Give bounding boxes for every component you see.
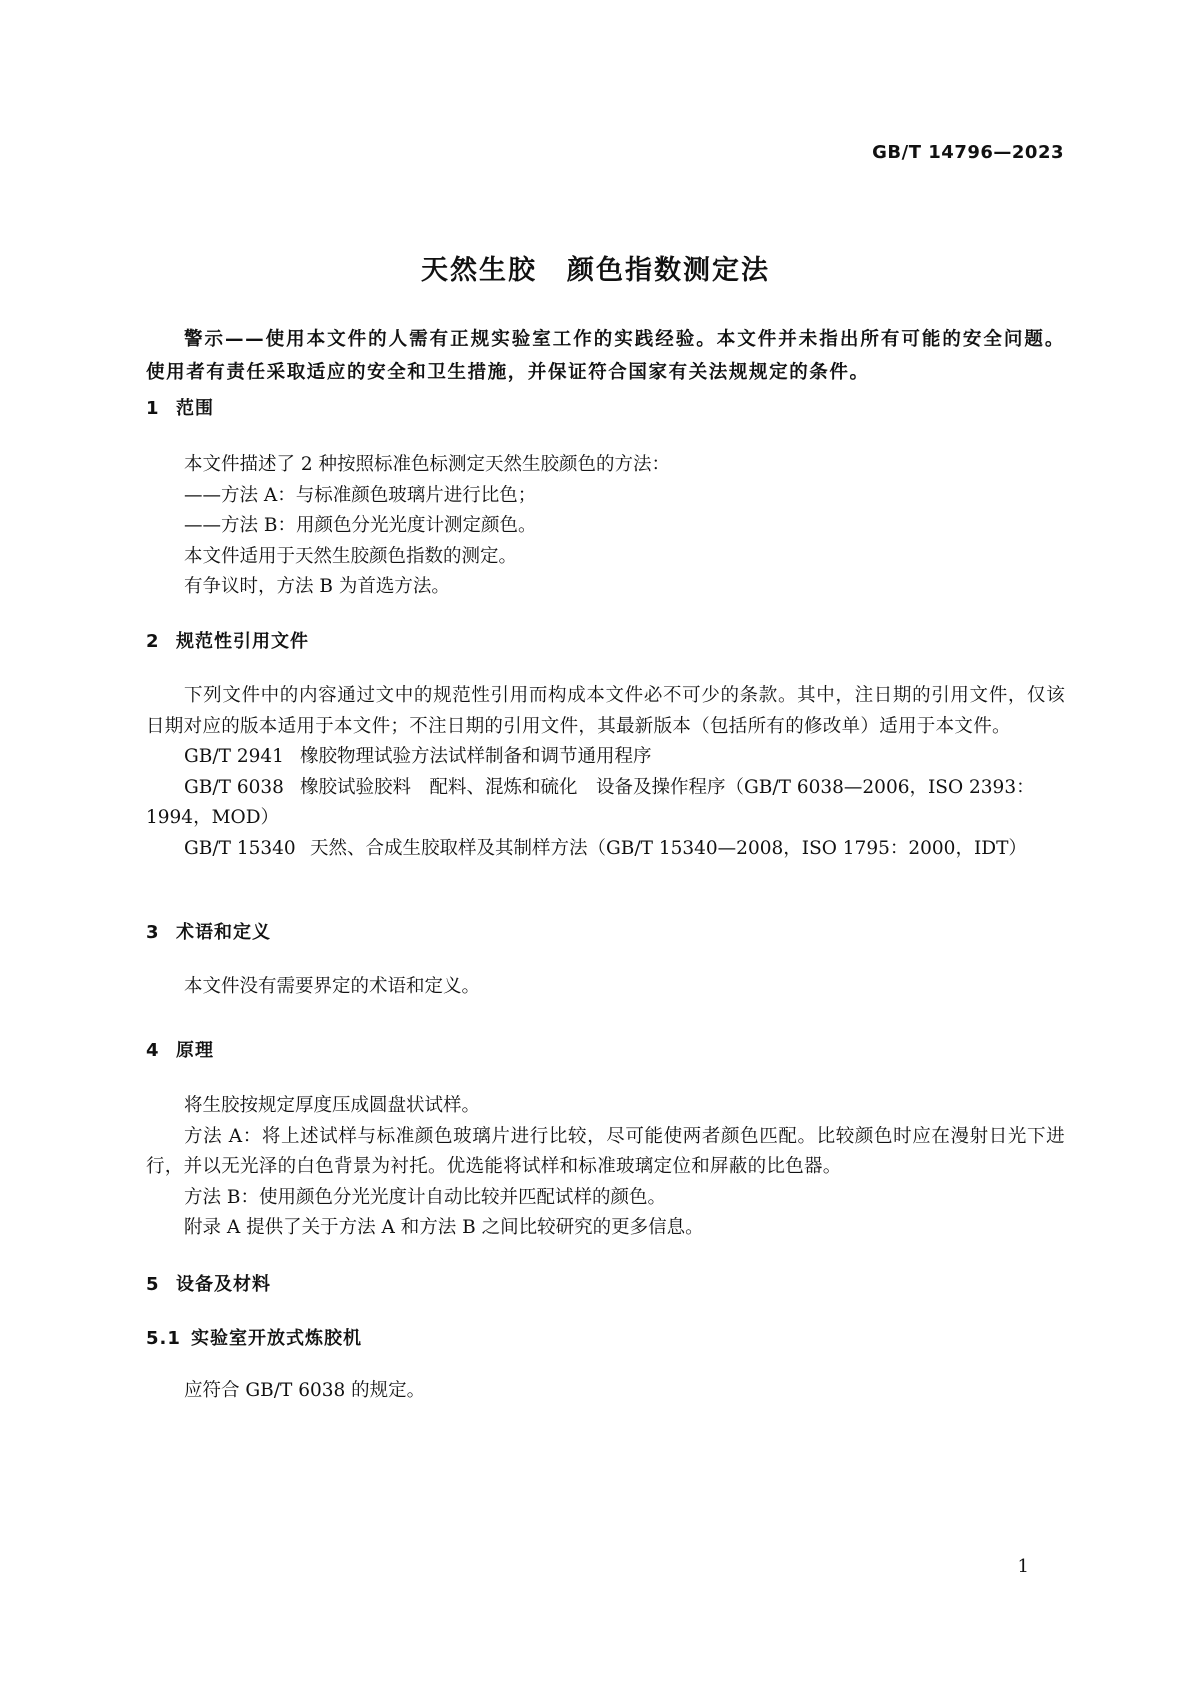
section-title: 原理 xyxy=(176,1040,214,1061)
reference-title: 橡胶物理试验方法试样制备和调节通用程序 xyxy=(300,746,652,767)
subsection-5-1-heading xyxy=(146,1324,362,1350)
warning-paragraph: 警示——使用本文件的人需有正规实验室工作的实践经验。本文件并未指出所有可能的安全问题。使用者有责任采取适应的安全和卫生措施，并保证符合国家有关法规规定的条件。 xyxy=(146,329,1065,383)
reference-code: GB/T 2941 xyxy=(184,746,284,767)
section-3-heading xyxy=(146,918,271,944)
document-title xyxy=(0,248,1191,287)
section-title: 范围 xyxy=(176,398,214,419)
section-3-body xyxy=(146,972,1065,1003)
scope-line: 有争议时，方法 B 为首选方法。 xyxy=(184,576,450,597)
section-2-body xyxy=(146,681,1065,864)
scope-line: 本文件适用于天然生胶颜色指数的测定。 xyxy=(184,545,518,567)
section-number: 5 xyxy=(146,1274,160,1295)
reference-title: 橡胶试验胶料 配料、混炼和硫化 设备及操作程序（GB/T 6038—2006，ISO 2393： xyxy=(300,776,1035,798)
principle-paragraph: 将生胶按规定厚度压成圆盘状试样。 xyxy=(184,1095,481,1116)
normative-intro: 下列文件中的内容通过文中的规范性引用而构成本文件必不可少的条款。其中，注日期的引用文件，仅该日期对应的版本适用于本文件；不注日期的引用文件，其最新版本（包括所有的修改单）适用于本文件。 xyxy=(146,685,1065,737)
principle-paragraph: 附录 A 提供了关于方法 A 和方法 B 之间比较研究的更多信息。 xyxy=(184,1217,704,1238)
section-number: 1 xyxy=(146,398,160,419)
section-title: 规范性引用文件 xyxy=(176,631,309,652)
section-title: 设备及材料 xyxy=(176,1274,271,1295)
section-4-body xyxy=(146,1091,1065,1244)
terms-text: 本文件没有需要界定的术语和定义。 xyxy=(184,976,481,997)
section-5-heading xyxy=(146,1270,271,1296)
subsection-number: 5.1 xyxy=(146,1328,181,1349)
scope-line: 本文件描述了 2 种按照标准色标测定天然生胶颜色的方法： xyxy=(184,454,671,475)
section-number: 2 xyxy=(146,631,160,652)
scope-line: ——方法 B：用颜色分光光度计测定颜色。 xyxy=(184,515,537,536)
reference-code: GB/T 6038 xyxy=(184,776,284,798)
principle-paragraph: 方法 A：将上述试样与标准颜色玻璃片进行比较，尽可能使两者颜色匹配。比较颜色时应在漫射日光下进行，并以无光泽的白色背景为衬托。优选能将试样和标准玻璃定位和屏蔽的比色器。 xyxy=(146,1125,1065,1177)
section-number: 4 xyxy=(146,1040,160,1061)
title-part-1: 天然生胶 xyxy=(421,255,537,286)
section-2-heading xyxy=(146,627,309,653)
mill-requirement: 应符合 GB/T 6038 的规定。 xyxy=(184,1380,426,1401)
section-title: 术语和定义 xyxy=(176,922,271,943)
reference-item xyxy=(146,742,1065,773)
subsection-title: 实验室开放式炼胶机 xyxy=(191,1328,362,1349)
scope-line: ——方法 A：与标准颜色玻璃片进行比色； xyxy=(184,484,537,506)
principle-paragraph: 方法 B：使用颜色分光光度计自动比较并匹配试样的颜色。 xyxy=(184,1186,666,1208)
reference-item xyxy=(146,834,1065,865)
reference-continuation: 1994，MOD） xyxy=(146,807,280,828)
page-number: 1 xyxy=(1017,1556,1029,1577)
section-1-heading xyxy=(146,394,214,420)
section-4-heading xyxy=(146,1036,214,1062)
section-number: 3 xyxy=(146,922,160,943)
reference-code: GB/T 15340 xyxy=(184,837,296,859)
section-1-body xyxy=(146,450,1065,603)
title-part-2: 颜色指数测定法 xyxy=(567,255,770,286)
reference-item xyxy=(146,773,1065,804)
subsection-5-1-body xyxy=(146,1376,1065,1407)
standard-code: GB/T 14796—2023 xyxy=(872,142,1064,163)
reference-title: 天然、合成生胶取样及其制样方法（GB/T 15340—2008，ISO 1795：2000，IDT） xyxy=(310,837,1027,859)
